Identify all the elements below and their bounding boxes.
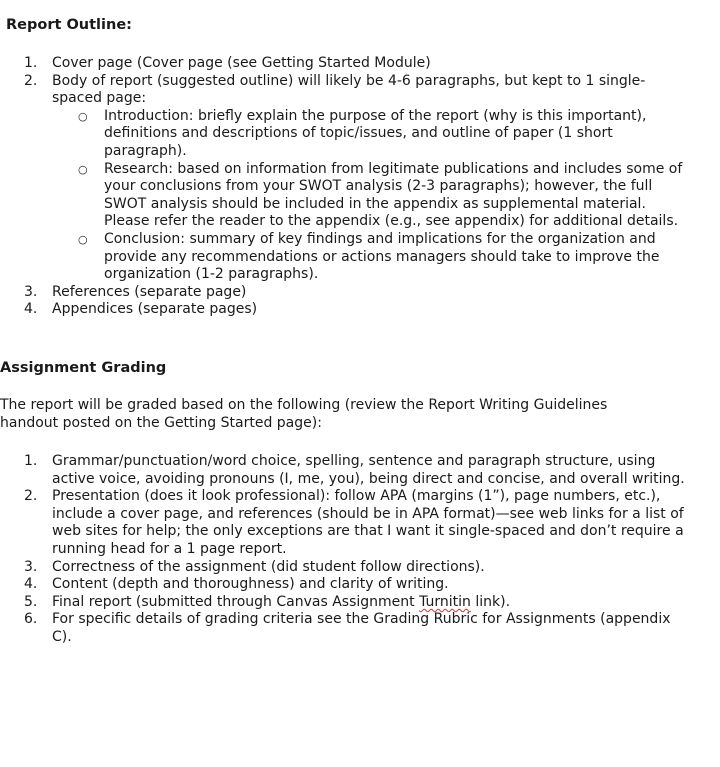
sub-item-text: Introduction: briefly explain the purpose of the report (why is this important), definitions and descriptions of topic/issues, and outline of paper (1 short paragraph). bbox=[104, 107, 647, 159]
sub-item-text: Conclusion: summary of key findings and implications for the organization and provide any recommendations or actions managers should take to improve the organization (1-2 paragraphs). bbox=[104, 230, 660, 283]
outline-item-2 bbox=[0, 73, 690, 284]
grading-item-text: Presentation (does it look professional): follow APA (margins (1”), page numbers, etc.), include a cover page, and references (should be in APA format)—see web links for a list of web sites for help; the only exceptions are that I want it single-spaced and don’t require a running head for a 1 page report. bbox=[52, 488, 684, 557]
report-outline-heading: Report Outline: bbox=[6, 17, 132, 33]
list-number: 3. bbox=[24, 558, 38, 575]
outline-item-text: Cover page (Cover page (see Getting Started Module) bbox=[52, 55, 431, 71]
list-number: 2. bbox=[24, 488, 38, 505]
sub-item-conclusion bbox=[52, 231, 690, 284]
list-number: 5. bbox=[24, 593, 38, 610]
outline-item-4 bbox=[0, 301, 690, 319]
list-number: 4. bbox=[24, 301, 38, 318]
grading-item-1 bbox=[0, 453, 690, 488]
list-number: 1. bbox=[24, 55, 38, 71]
grading-item-6 bbox=[0, 611, 690, 646]
grading-item-3 bbox=[0, 559, 690, 577]
spellcheck-flagged-word[interactable]: Turnitin bbox=[419, 593, 471, 610]
outline-item-text: Body of report (suggested outline) will likely be 4-6 paragraphs, but kept to 1 single-spaced page: bbox=[52, 72, 646, 107]
grading-item-text: Correctness of the assignment (did student follow directions). bbox=[52, 558, 485, 575]
circle-bullet-icon: ○ bbox=[78, 109, 88, 123]
sub-item-research bbox=[52, 161, 690, 231]
outline-item-text: Appendices (separate pages) bbox=[52, 301, 258, 318]
sub-item-text: Research: based on information from legitimate publications and includes some of your conclusions from your SWOT analysis (2-3 paragraphs); however, the full SWOT analysis should be included in the appendix as supplemental material. Please refer the reader to the appendix (e.g., see appendix) for additional details. bbox=[104, 160, 683, 230]
grading-item-4 bbox=[0, 576, 690, 594]
list-number: 6. bbox=[24, 611, 38, 628]
list-number: 4. bbox=[24, 576, 38, 593]
outline-item-3 bbox=[0, 284, 690, 302]
body-sub-list bbox=[52, 108, 690, 284]
grading-criteria-list bbox=[0, 453, 690, 647]
circle-bullet-icon: ○ bbox=[78, 162, 88, 176]
report-outline-list bbox=[0, 55, 690, 319]
list-number: 2. bbox=[24, 72, 38, 89]
list-number: 1. bbox=[24, 453, 38, 469]
list-number: 3. bbox=[24, 283, 38, 300]
outline-item-text: References (separate page) bbox=[52, 283, 247, 300]
sub-item-introduction bbox=[52, 108, 690, 161]
grading-item-text: For specific details of grading criteria see the Grading Rubric for Assignments (appendix C). bbox=[52, 611, 671, 645]
grading-intro: The report will be graded based on the following (review the Report Writing Guidelines handout posted on the Getting Started page): bbox=[0, 397, 608, 431]
outline-item-1 bbox=[0, 55, 690, 73]
grading-item-2 bbox=[0, 488, 690, 558]
grading-item-text: Content (depth and thoroughness) and clarity of writing. bbox=[52, 576, 449, 593]
circle-bullet-icon: ○ bbox=[78, 232, 88, 246]
grading-item-text-after: link). bbox=[470, 593, 511, 610]
grading-item-text: Grammar/punctuation/word choice, spelling, sentence and paragraph structure, using active voice, avoiding pronouns (I, me, you), being direct and concise, and overall writing. bbox=[52, 453, 685, 487]
grading-item-5 bbox=[0, 594, 690, 612]
assignment-grading-heading: Assignment Grading bbox=[0, 360, 167, 376]
grading-item-text-before: Final report (submitted through Canvas Assignment bbox=[52, 593, 420, 610]
